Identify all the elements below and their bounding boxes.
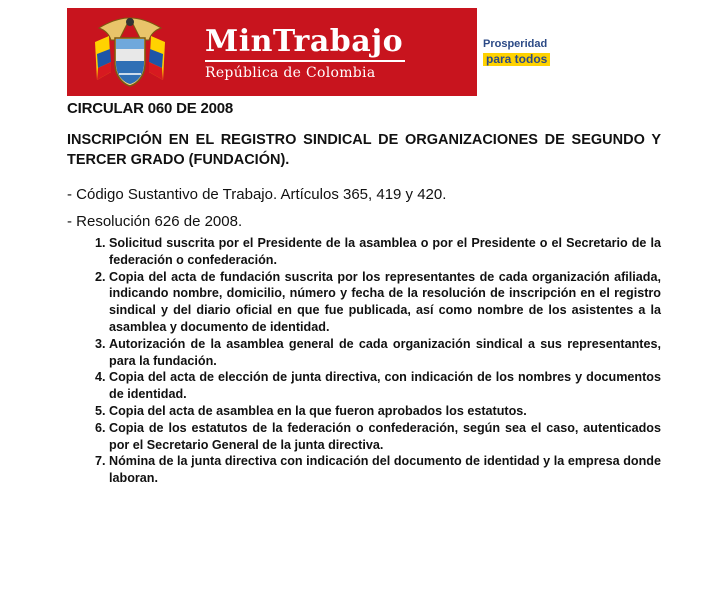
slogan-line2: para todos bbox=[483, 53, 550, 66]
brand-divider bbox=[205, 60, 405, 62]
brand-text bbox=[205, 26, 405, 81]
subject-heading: INSCRIPCIÓN EN EL REGISTRO SINDICAL DE ORGANIZACIONES DE SEGUNDO Y TERCER GRADO (FUNDACIÓN). bbox=[67, 132, 661, 168]
slogan-line1: Prosperidad bbox=[483, 38, 548, 50]
mintrabajo-logo-block bbox=[67, 8, 477, 96]
requirement-item: 2. Copia del acta de fundación suscrita por los representantes de cada organización afiliada, indicando nombre, domicilio, número y fecha de la resolución de inscripción en el registro sindical y del diario oficial en que fue publicada, así como nombre de los asistentes a la asamblea y documento de identidad. bbox=[109, 269, 661, 336]
requirement-item: 4. Copia del acta de elección de junta directiva, con indicación de los nombres y documentos de identidad. bbox=[109, 369, 661, 403]
requirement-item: 6. Copia de los estatutos de la federación o confederación, según sea el caso, autenticados por el Secretario General de la junta directiva. bbox=[109, 420, 661, 454]
requirements-list bbox=[67, 235, 661, 487]
brand-name: MinTrabajo bbox=[205, 24, 404, 59]
reference-item: - Resolución 626 de 2008. bbox=[67, 213, 243, 230]
circular-title: CIRCULAR 060 DE 2008 bbox=[67, 100, 234, 117]
requirement-item: 5. Copia del acta de asamblea en la que fueron aprobados los estatutos. bbox=[109, 403, 661, 420]
header-banner bbox=[67, 8, 591, 96]
requirement-item: 1. Solicitud suscrita por el Presidente de la asamblea o por el Presidente o el Secretario de la federación o confederación. bbox=[109, 235, 661, 269]
document-body bbox=[67, 100, 661, 487]
reference-item: - Código Sustantivo de Trabajo. Artículos 365, 419 y 420. bbox=[67, 186, 447, 203]
coat-of-arms-icon bbox=[89, 14, 171, 90]
requirement-item: 7. Nómina de la junta directiva con indicación del documento de identidad y la empresa donde laboran. bbox=[109, 453, 661, 487]
requirement-item: 3. Autorización de la asamblea general de cada organización sindical a sus representantes, para la fundación. bbox=[109, 336, 661, 370]
slogan-logo-block bbox=[477, 8, 591, 96]
brand-subtitle: República de Colombia bbox=[205, 65, 376, 81]
